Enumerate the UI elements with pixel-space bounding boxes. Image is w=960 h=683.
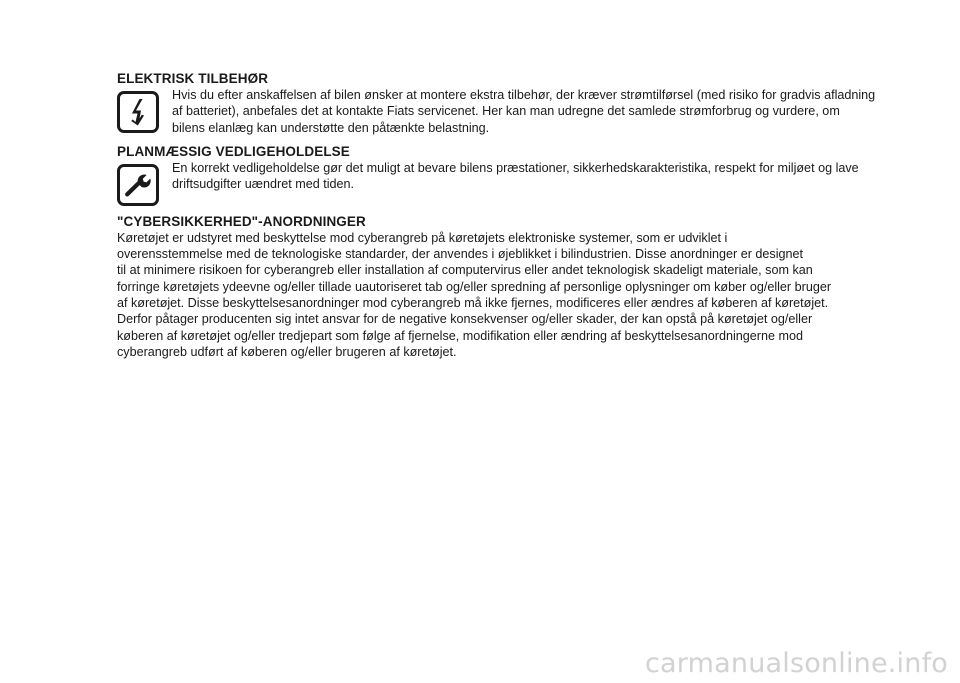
text-line: cyberangreb udført af køberen og/eller brugeren af køretøjet. bbox=[117, 344, 457, 359]
section-heading-maintenance: PLANMÆSSIG VEDLIGEHOLDELSE bbox=[117, 143, 350, 159]
section-scheduled-maintenance bbox=[117, 143, 917, 206]
section-body-electrical bbox=[172, 87, 917, 136]
section-cybersecurity bbox=[117, 213, 917, 360]
text-line: Hvis du efter anskaffelsen af bilen ønsker at montere ekstra tilbehør, der kræver strømtilførsel (med risiko for gradvis afladning bbox=[172, 88, 876, 102]
text-line: forringe køretøjets ydeevne og/eller tillade uautoriseret tab og/eller spredning af personlige oplysninger om køber og/eller bruger bbox=[117, 279, 832, 294]
section-heading-electrical: ELEKTRISK TILBEHØR bbox=[117, 71, 269, 86]
section-row-maintenance bbox=[117, 160, 917, 206]
text-line: Køretøjet er udstyret med beskyttelse mod cyberangreb på køretøjets elektroniske systemer, som er udviklet i bbox=[117, 230, 728, 245]
section-heading-cybersecurity: "CYBERSIKKERHED"-ANORDNINGER bbox=[117, 213, 366, 229]
text-line: af batteriet), anbefales det at kontakte Fiats servicenet. Her kan man udregne det samlede strømforbrug og vurdere, om bbox=[172, 104, 840, 119]
text-line: af køretøjet. Disse beskyttelsesanordninger mod cyberangreb må ikke fjernes, modificeres eller ændres af køberen af køretøjet. bbox=[117, 296, 829, 311]
text-line: Derfor påtager producenten sig intet ansvar for de negative konsekvenser og/eller skader, der kan opstå på køretøjet og/eller bbox=[117, 312, 813, 327]
text-line: driftsudgifter uændret med tiden. bbox=[172, 177, 355, 192]
wrench-icon bbox=[117, 164, 159, 206]
watermark: carmanualsonline.info bbox=[645, 648, 948, 679]
lightning-bolt-icon bbox=[117, 91, 159, 133]
text-line: til at minimere risikoen for cyberangreb eller installation af computervirus eller andet teknologisk skadeligt materiale, som kan bbox=[117, 263, 813, 278]
text-line: køberen af køretøjet og/eller tredjepart som følge af fjernelse, modifikation eller ændring af beskyttelsesanordningerne mod bbox=[117, 328, 803, 343]
text-line: En korrekt vedligeholdelse gør det muligt at bevare bilens præstationer, sikkerhedskarakteristika, respekt for miljøet og lave bbox=[172, 160, 859, 175]
section-electrical-accessories bbox=[117, 70, 917, 136]
section-body-cybersecurity bbox=[117, 230, 917, 360]
text-line: overensstemmelse med de teknologiske standarder, der anvendes i øjeblikket i bilindustrien. Disse anordninger er designet bbox=[117, 247, 804, 262]
section-body-maintenance bbox=[172, 160, 917, 193]
text-line: bilens elanlæg kan understøtte den påtænkte belastning. bbox=[172, 120, 490, 135]
manual-page bbox=[117, 70, 917, 367]
section-row-electrical bbox=[117, 87, 917, 136]
